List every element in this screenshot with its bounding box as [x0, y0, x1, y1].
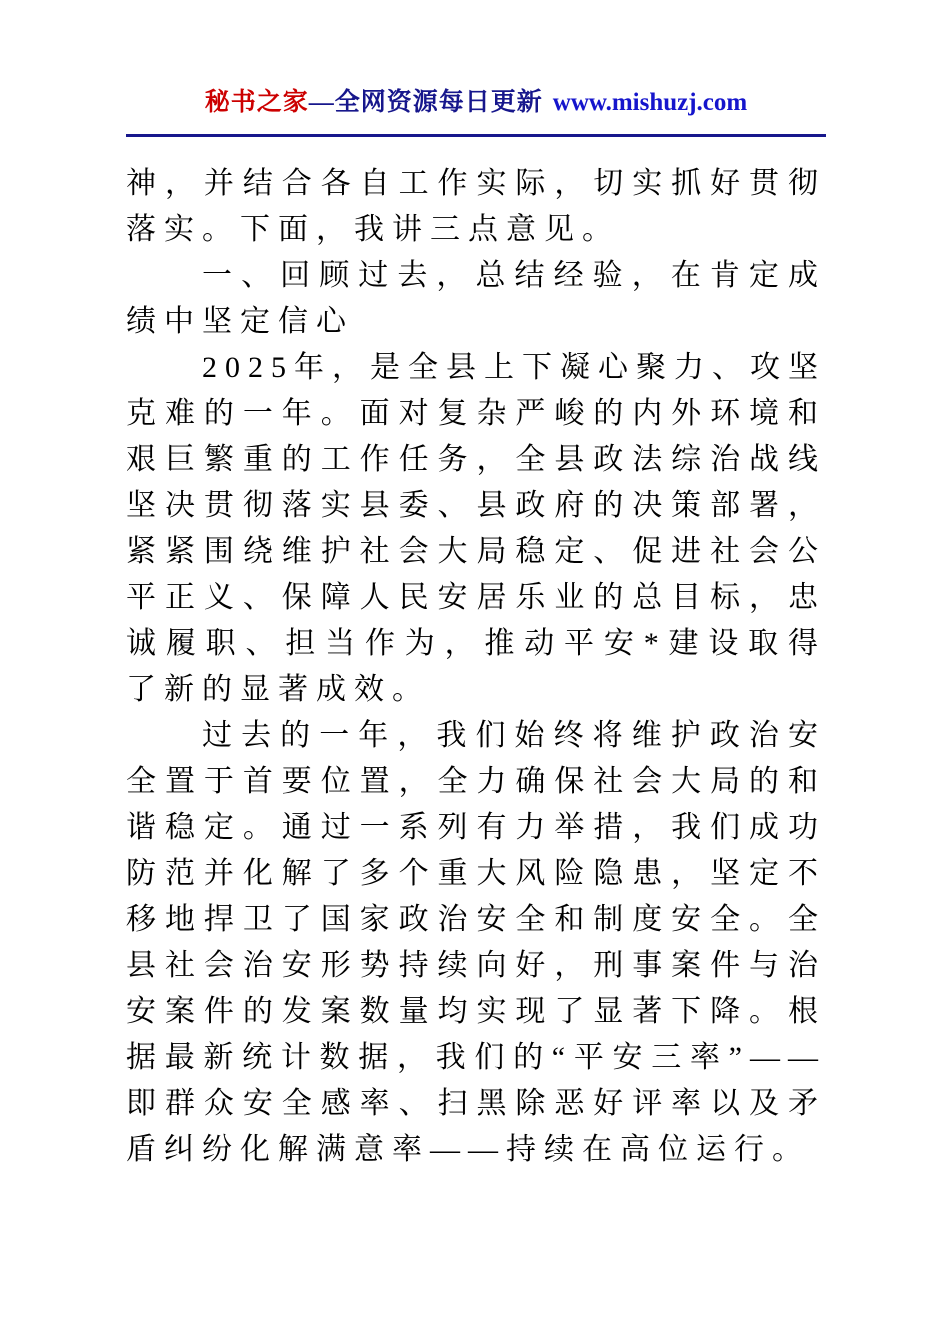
section-heading: 一、回顾过去，总结经验，在肯定成绩中坚定信心: [126, 259, 826, 338]
document-body: [126, 161, 826, 1173]
site-url-link[interactable]: www.mishuzj.com: [552, 89, 748, 116]
header-divider: [126, 134, 826, 137]
paragraph-continuation: 神，并结合各自工作实际，切实抓好贯彻落实。下面，我讲三点意见。: [126, 167, 826, 246]
site-header: [126, 86, 826, 120]
paragraph: 过去的一年，我们始终将维护政治安全置于首要位置，全力确保社会大局的和谐稳定。通过一系列有力举措，我们成功防范并化解了多个重大风险隐患，坚定不移地捍卫了国家政治安全和制度安全。全县社会治安形势持续向好，刑事案件与治安案件的发案数量均实现了显著下降。根据最新统计数据，我们的“平安三率”——即群众安全感率、扫黑除恶好评率以及矛盾纠纷化解满意率——持续在高位运行。: [126, 719, 826, 1166]
site-tagline: —全网资源每日更新: [308, 89, 543, 116]
site-brand: 秘书之家: [204, 89, 309, 116]
paragraph: 2025年，是全县上下凝心聚力、攻坚克难的一年。面对复杂严峻的内外环境和艰巨繁重的工作任务，全县政法综治战线坚决贯彻落实县委、县政府的决策部署，紧紧围绕维护社会大局稳定、促进社会公平正义、保障人民安居乐业的总目标，忠诚履职、担当作为，推动平安*建设取得了新的显著成效。: [126, 351, 826, 706]
